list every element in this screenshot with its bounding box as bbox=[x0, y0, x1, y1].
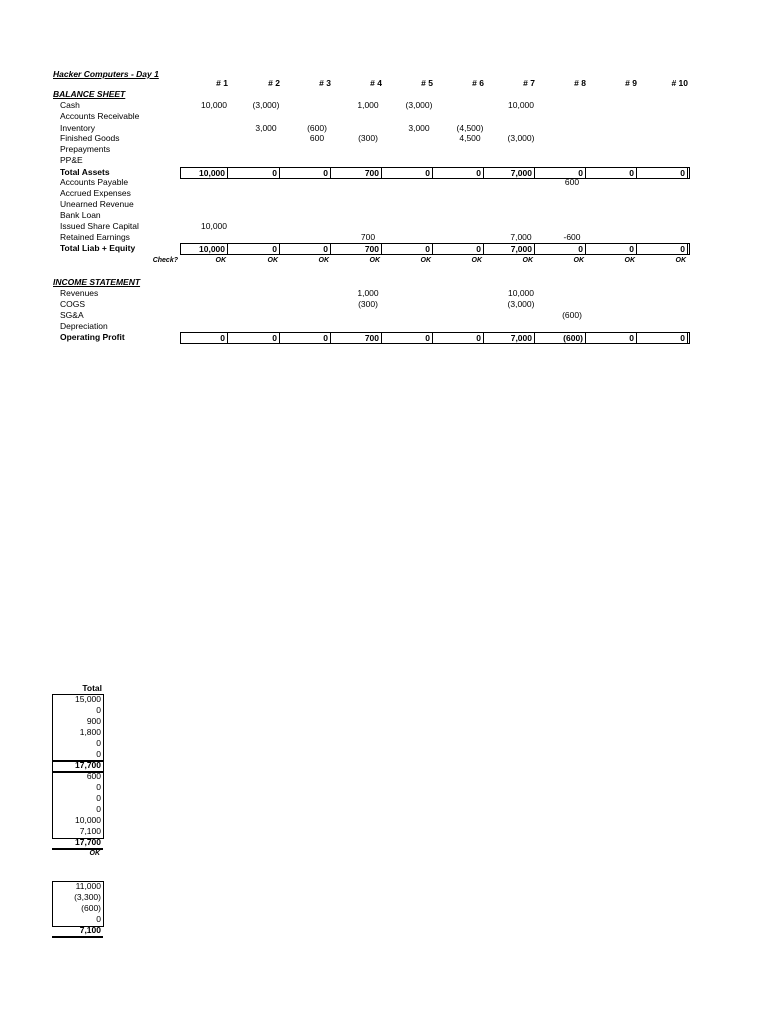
is-row-label: Revenues bbox=[60, 288, 99, 298]
liab-row-label: Issued Share Capital bbox=[60, 221, 139, 231]
check-value: OK bbox=[420, 257, 431, 264]
total-liab-cell: 0 bbox=[637, 244, 688, 254]
column-header: # 2 bbox=[268, 78, 280, 88]
column-header: # 3 bbox=[319, 78, 331, 88]
total-assets-cell: 7,000 bbox=[484, 168, 535, 178]
is-row-value: (600) bbox=[562, 310, 582, 320]
column-header: # 9 bbox=[625, 78, 637, 88]
total-assets-cell: 0 bbox=[280, 168, 331, 178]
liab-row-label: Bank Loan bbox=[60, 210, 101, 220]
bs-row-label: Accounts Receivable bbox=[60, 111, 140, 121]
operating-profit-cell: 0 bbox=[280, 333, 331, 343]
total-liab-cell: 7,000 bbox=[484, 244, 535, 254]
check-value: OK bbox=[471, 257, 482, 264]
total-liab-cell: 0 bbox=[433, 244, 484, 254]
check-value: OK bbox=[522, 257, 533, 264]
operating-profit-cell: 0 bbox=[586, 333, 637, 343]
balance-sheet-heading: BALANCE SHEET bbox=[53, 89, 126, 99]
bs-row-label: Finished Goods bbox=[60, 133, 120, 143]
total-liab-label: Total Liab + Equity bbox=[60, 242, 136, 253]
operating-profit-cell: 0 bbox=[228, 333, 280, 343]
total-liab-cell: 0 bbox=[280, 244, 331, 254]
total-header: Total bbox=[82, 683, 102, 693]
income-statement-heading: INCOME STATEMENT bbox=[53, 277, 141, 287]
total-assets-cell: 0 bbox=[433, 168, 484, 178]
check-value: OK bbox=[215, 257, 226, 264]
total-assets-col-value: 0 bbox=[96, 738, 101, 748]
liab-row-label: Accrued Expenses bbox=[60, 188, 131, 198]
is-row-label: Depreciation bbox=[60, 321, 108, 331]
total-assets-cell: 0 bbox=[637, 168, 688, 178]
liab-row-label: Retained Earnings bbox=[60, 232, 130, 242]
check-value: OK bbox=[318, 257, 329, 264]
total-assets-col-value: 15,000 bbox=[75, 694, 101, 704]
column-header: # 5 bbox=[421, 78, 433, 88]
total-income-col-value: (600) bbox=[81, 903, 101, 913]
total-assets-col-value: 1,800 bbox=[79, 727, 101, 737]
liab-row-value: 600 bbox=[564, 177, 580, 187]
total-assets-col-total: 17,700 bbox=[75, 760, 101, 770]
check-label: Check? bbox=[152, 257, 178, 264]
sheet-title: Hacker Computers - Day 1 bbox=[53, 69, 159, 79]
bs-row-value: (3,000) bbox=[252, 100, 280, 110]
total-liab-col-value: 7,100 bbox=[79, 826, 101, 836]
column-header: # 10 bbox=[671, 78, 688, 88]
operating-profit-cell: 0 bbox=[180, 333, 228, 343]
bs-row-label: Cash bbox=[60, 100, 80, 110]
bs-row-value: (4,500) bbox=[456, 122, 484, 133]
total-check: OK bbox=[89, 850, 100, 857]
total-liab-col-value: 10,000 bbox=[75, 815, 101, 825]
liab-row-label: Accounts Payable bbox=[60, 177, 129, 187]
is-row-label: COGS bbox=[60, 299, 86, 309]
column-header: # 7 bbox=[523, 78, 535, 88]
total-assets-col-value: 900 bbox=[86, 716, 101, 726]
check-value: OK bbox=[267, 257, 278, 264]
bs-row-label: PP&E bbox=[60, 155, 83, 165]
total-liab-col-value: 0 bbox=[96, 804, 101, 814]
is-row-label: SG&A bbox=[60, 310, 84, 320]
liab-row-value: 700 bbox=[360, 232, 376, 242]
check-value: OK bbox=[573, 257, 584, 264]
total-assets-cell: 0 bbox=[228, 168, 280, 178]
bs-row-label: Prepayments bbox=[60, 144, 111, 154]
is-row-value: (300) bbox=[358, 299, 378, 309]
is-row-value: 10,000 bbox=[508, 288, 534, 298]
operating-profit-cell: 0 bbox=[637, 333, 688, 343]
bs-row-value: 1,000 bbox=[357, 100, 379, 110]
is-row-value: (3,000) bbox=[507, 299, 535, 309]
total-assets-label: Total Assets bbox=[60, 166, 110, 177]
total-assets-cell: 700 bbox=[331, 168, 382, 178]
check-value: OK bbox=[675, 257, 686, 264]
bs-row-value: (3,000) bbox=[507, 133, 535, 143]
column-header: # 4 bbox=[370, 78, 382, 88]
operating-profit-cell: 0 bbox=[382, 333, 433, 343]
total-liab-cell: 0 bbox=[382, 244, 433, 254]
operating-profit-label: Operating Profit bbox=[60, 331, 125, 342]
total-liab-cell: 0 bbox=[586, 244, 637, 254]
total-assets-cell: 0 bbox=[586, 168, 637, 178]
bs-row-value: 10,000 bbox=[201, 100, 227, 110]
operating-profit-cell: 0 bbox=[433, 333, 484, 343]
bs-row-value: 3,000 bbox=[255, 122, 277, 133]
bs-row-value: 600 bbox=[309, 133, 325, 143]
operating-profit-cell: 7,000 bbox=[484, 333, 535, 343]
total-assets-col-value: 0 bbox=[96, 705, 101, 715]
total-liab-col-total: 17,700 bbox=[75, 837, 101, 847]
liab-row-value: 7,000 bbox=[510, 232, 532, 242]
total-liab-col-value: 600 bbox=[86, 771, 101, 781]
column-header: # 8 bbox=[574, 78, 586, 88]
total-liab-col-value: 0 bbox=[96, 782, 101, 792]
column-header: # 6 bbox=[472, 78, 484, 88]
check-value: OK bbox=[369, 257, 380, 264]
bs-row-value: (3,000) bbox=[405, 100, 433, 110]
total-assets-cell: 10,000 bbox=[180, 168, 228, 178]
total-liab-cell: 0 bbox=[228, 244, 280, 254]
check-value: OK bbox=[624, 257, 635, 264]
bs-row-value: (300) bbox=[358, 133, 378, 143]
bs-row-label: Inventory bbox=[60, 122, 95, 133]
bs-row-value: 3,000 bbox=[408, 122, 430, 133]
total-assets-cell: 0 bbox=[535, 168, 586, 178]
total-operating-profit: 7,100 bbox=[79, 925, 101, 935]
is-row-value: 1,000 bbox=[357, 288, 379, 298]
total-liab-cell: 700 bbox=[331, 244, 382, 254]
bs-row-value: 4,500 bbox=[459, 133, 481, 143]
total-liab-cell: 10,000 bbox=[180, 244, 228, 254]
total-operating-profit-line bbox=[52, 936, 103, 938]
total-income-col-value: 11,000 bbox=[75, 881, 101, 891]
operating-profit-cell: 700 bbox=[331, 333, 382, 343]
total-assets-col-value: 0 bbox=[96, 749, 101, 759]
liab-row-label: Unearned Revenue bbox=[60, 199, 134, 209]
column-header: # 1 bbox=[216, 78, 228, 88]
total-income-col-value: 0 bbox=[96, 914, 101, 924]
bs-row-value: 10,000 bbox=[508, 100, 534, 110]
total-assets-cell: 0 bbox=[382, 168, 433, 178]
liab-row-value: 10,000 bbox=[201, 221, 227, 231]
total-income-col-value: (3,300) bbox=[74, 892, 101, 902]
operating-profit-cell: (600) bbox=[535, 333, 586, 343]
total-liab-cell: 0 bbox=[535, 244, 586, 254]
liab-row-value: -600 bbox=[563, 232, 581, 242]
bs-row-value: (600) bbox=[307, 122, 327, 133]
total-liab-col-value: 0 bbox=[96, 793, 101, 803]
